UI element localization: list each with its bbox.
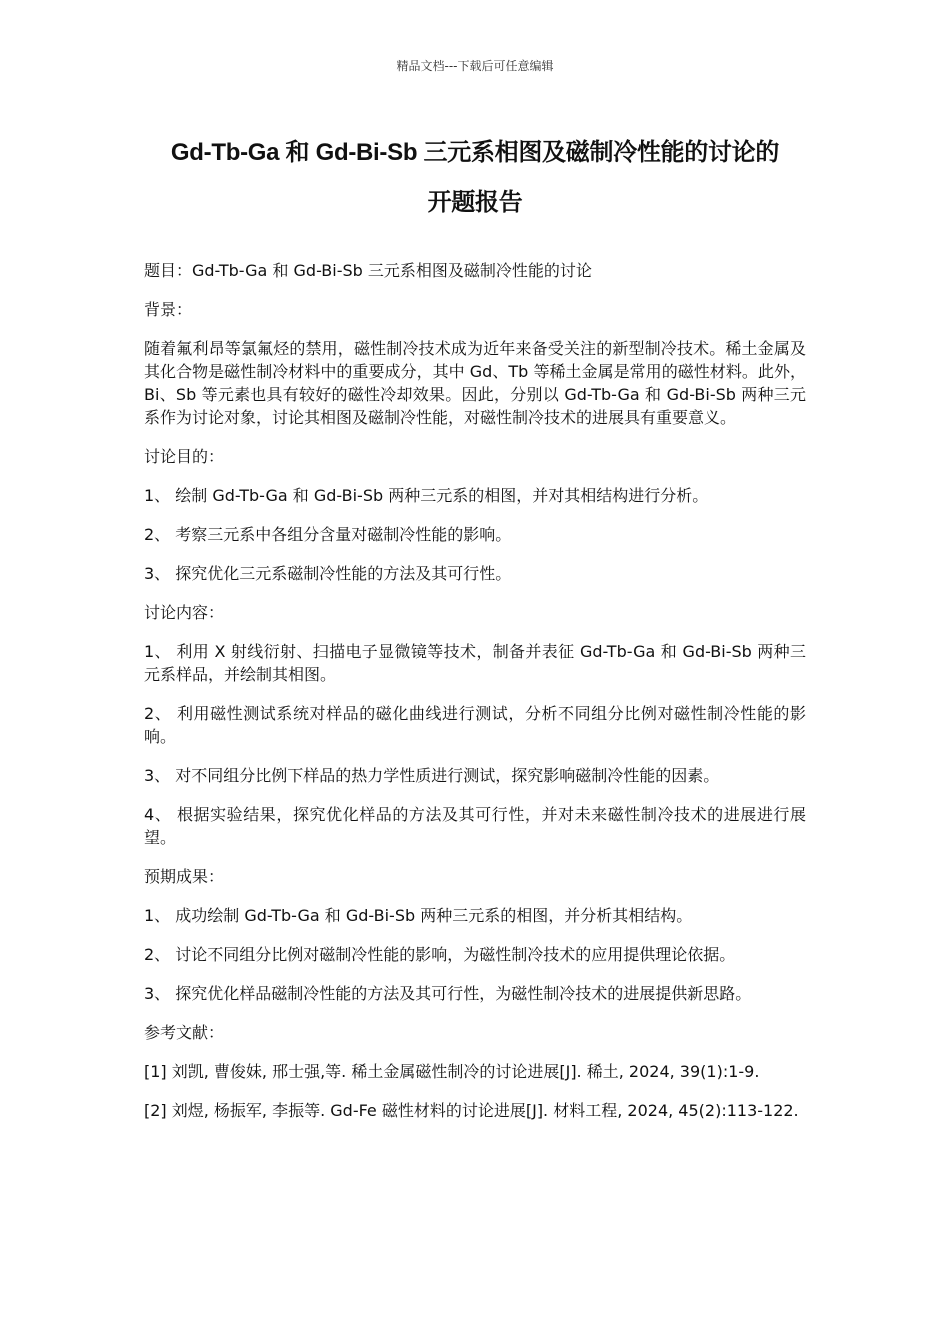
background-paragraph: 随着氟利昂等氯氟烃的禁用，磁性制冷技术成为近年来备受关注的新型制冷技术。稀土金属及其化合物是磁性制冷材料中的重要成分，其中 Gd、Tb 等稀土金属是常用的磁性材料。此外，Bi、Sb 等元素也具有较好的磁性冷却效果。因此，分别以 Gd-Tb-Ga 和 Gd-Bi-Sb 两种三元系作为讨论对象，讨论其相图及磁制冷性能，对磁性制冷技术的进展具有重要意义。 (144, 339, 806, 427)
purpose-heading: 讨论目的： (144, 447, 225, 466)
purpose-item: 2、 考察三元系中各组分含量对磁制冷性能的影响。 (144, 525, 512, 544)
outcome-item: 1、 成功绘制 Gd-Tb-Ga 和 Gd-Bi-Sb 两种三元系的相图，并分析其相结构。 (144, 906, 693, 925)
content-item: 1、 利用 X 射线衍射、扫描电子显微镜等技术，制备并表征 Gd-Tb-Ga 和 Gd-Bi-Sb 两种三元系样品，并绘制其相图。 (144, 642, 806, 684)
content-heading: 讨论内容： (144, 603, 225, 622)
content-item: 2、 利用磁性测试系统对样品的磁化曲线进行测试，分析不同组分比例对磁性制冷性能的影响。 (144, 704, 806, 746)
title-line-2: 开题报告 (427, 189, 523, 216)
topic-line: 题目：Gd-Tb-Ga 和 Gd-Bi-Sb 三元系相图及磁制冷性能的讨论 (144, 261, 592, 280)
content-item: 4、 根据实验结果，探究优化样品的方法及其可行性，并对未来磁性制冷技术的进展进行展望。 (144, 805, 806, 847)
outcome-heading: 预期成果： (144, 867, 225, 886)
document-title (100, 128, 850, 228)
content-item: 3、 对不同组分比例下样品的热力学性质进行测试，探究影响磁制冷性能的因素。 (144, 766, 720, 785)
reference-entry: [2] 刘煜, 杨振军, 李振等. Gd-Fe 磁性材料的讨论进展[J]. 材料工程, 2024, 45(2):113-122. (144, 1101, 799, 1120)
reference-entry: [1] 刘凯, 曹俊妹, 邢士强,等. 稀土金属磁性制冷的讨论进展[J]. 稀土, 2024, 39(1):1-9. (144, 1062, 760, 1081)
title-line-1: Gd-Tb-Ga 和 Gd-Bi-Sb 三元系相图及磁制冷性能的讨论的 (170, 139, 780, 166)
purpose-item: 3、 探究优化三元系磁制冷性能的方法及其可行性。 (144, 564, 512, 583)
outcome-item: 3、 探究优化样品磁制冷性能的方法及其可行性，为磁性制冷技术的进展提供新思路。 (144, 984, 752, 1003)
purpose-item: 1、 绘制 Gd-Tb-Ga 和 Gd-Bi-Sb 两种三元系的相图，并对其相结构进行分析。 (144, 486, 709, 505)
page-header: 精品文档---下载后可任意编辑 (396, 59, 554, 73)
background-heading: 背景： (144, 300, 193, 319)
references-heading: 参考文献： (144, 1023, 225, 1042)
outcome-item: 2、 讨论不同组分比例对磁制冷性能的影响，为磁性制冷技术的应用提供理论依据。 (144, 945, 736, 964)
document-body (144, 259, 806, 1138)
